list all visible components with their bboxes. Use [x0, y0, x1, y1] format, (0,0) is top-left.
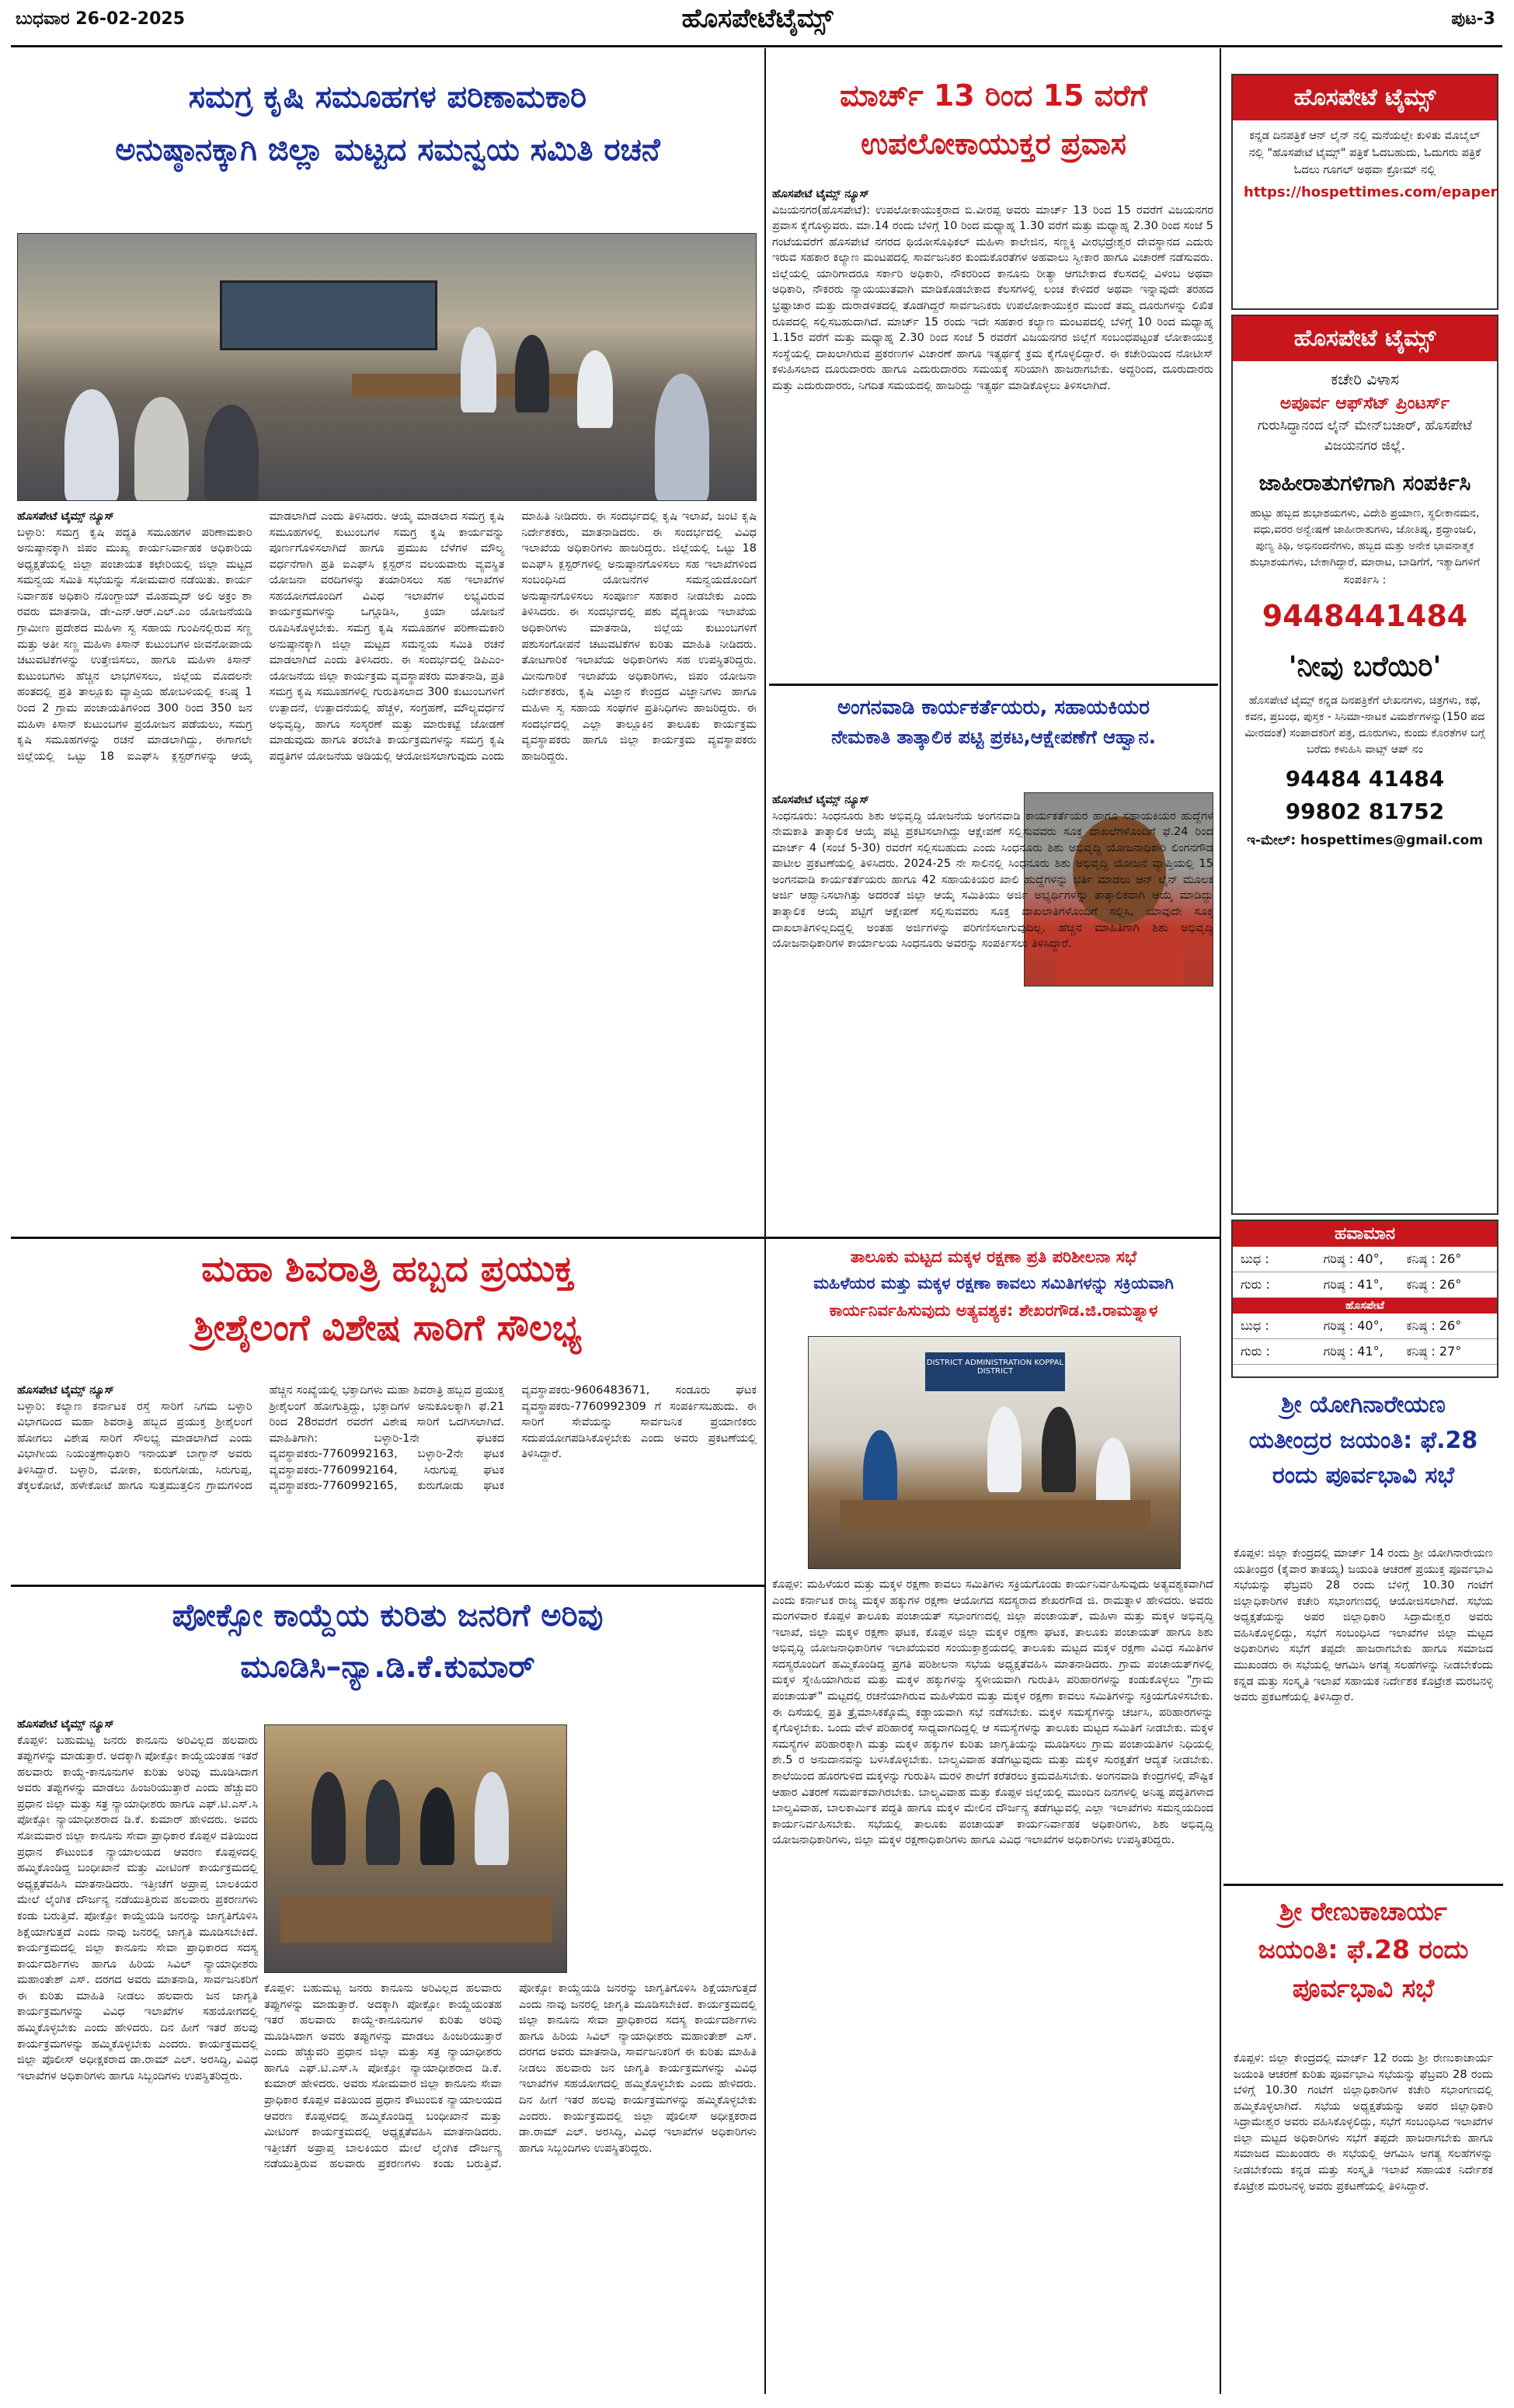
headline: ಪೋಕ್ಸೋ ಕಾಯ್ದೆಯ ಕುರಿತು ಜನರಿಗೆ ಅರಿವು ಮೂಡಿಸಿ–ನ್ಯಾ.ಡಿ.ಕೆ.ಕುಮಾರ್ — [172, 1598, 604, 1685]
article-body: ಹೊಸಪೇಟೆ ಟೈಮ್ಸ್ ನ್ಯೂಸ್ ಸಿಂಧನೂರು: ಸಿಂಧನೂರು ಶಿಶು ಅಭಿವೃದ್ಧಿ ಯೋಜನೆಯ ಅಂಗನವಾಡಿ ಕಾರ್ಯಕರ್ತೆಯರ ಹಾಗೂ ಸಹಾಯಕಿಯರ ಹುದ್ದೆಗಳ ನೇಮಕಾತಿ ತಾತ್ಕಾಲಿಕ ಆಯ್ಕೆ ಪಟ್ಟಿ ಪ್ರಕಟಿಸಲಾಗಿದ್ದು ಆಕ್ಷೇಪಣೆ ಸಲ್ಲಿಸುವವರು ಸೂಕ್ತ ದಾಖಲೆಗಳೊಂದಿಗೆ ಫೆ.24 ರಿಂದ ಮಾರ್ಚ್ 4 (ಸಂಜೆ 5-30) ರವರೆಗೆ ಸಲ್ಲಿಸಬಹುದು ಎಂದು ಸಿಂಧನೂರು ಶಿಶು ಅಭಿವೃದ್ಧಿ ಯೋಜನಾಧಿಕಾರಿ ಲಿಂಗನಗೌಡ ಪಾಟೀಲ ಪ್ರಕಟಣೆಯಲ್ಲಿ ತಿಳಿಸಿದರು. 2024-25 ನೇ ಸಾಲಿನಲ್ಲಿ ಸಿಂಧನೂರು ಶಿಶು ಅಭಿವೃದ್ಧಿ ಯೋಜನೆ ವ್ಯಾಪ್ತಿಯಲ್ಲಿ 15 ಅಂಗನವಾಡಿ ಕಾರ್ಯಕರ್ತೆಯರು ಹಾಗೂ 42 ಸಹಾಯಕಿಯರ ಖಾಲಿ ಹುದ್ದೆಗಳನ್ನು ಭರ್ತಿ ಮಾಡಲು ಆನ್ ಲೈನ್ ಮೂಲಕ ಅರ್ಜಿ ಆಹ್ವಾನಿಸಲಾಗಿತ್ತು ಅದರಂತೆ ಜಿಲ್ಲಾ ಆಯ್ಕೆ ಸಮಿತಿಯು ಅರ್ಜಿ ಅಭ್ಯರ್ಥಿಗಳನ್ನು ತಾತ್ಕಾಲಿಕವಾಗಿ ಆಯ್ಕೆ ಮಾಡಿದ್ದು ತಾತ್ಕಾಲಿಕ ಆಯ್ಕೆ ಪಟ್ಟಿಗೆ ಆಕ್ಷೇಪಣೆ ಸಲ್ಲಿಸುವವರು ಸೂಕ್ತ ದಾಖಲಾತಿಗಳೊಂದಿಗೆ ಸಲ್ಲಿಸಿ, ಯಾವುದೇ ಸೂಕ್ತ ದಾಖಲಾತಿಗಳಿಲ್ಲದಿದ್ದಲ್ಲಿ ಅಂತಹ ಅರ್ಜಿಗಳನ್ನು ಪರಿಗಣಿಸಲಾಗುವುದಿಲ್ಲ. ಹೆಚ್ಚಿನ ಮಾಹಿತಿಗಾಗಿ ಶಿಶು ಅಭಿವೃದ್ಧಿ ಯೋಜನಾಧಿಕಾರಿಗಳ ಕಾರ್ಯಾಲಯ ಸಿಂಧನೂರು ಅವರನ್ನು ಸಂಪರ್ಕಿಸಲು ತಿಳಿಸಿದ್ದಾರೆ. — [772, 794, 1213, 951]
article-body: ಹೊಸಪೇಟೆ ಟೈಮ್ಸ್ ನ್ಯೂಸ್ ವಿಜಯನಗರ(ಹೊಸಪೇಟೆ): ಉಪಲೋಕಾಯುಕ್ತರಾದ ಬಿ.ವೀರಪ್ಪ ಅವರು ಮಾರ್ಚ್ 13 ರಿಂದ 15 ರವರೆಗೆ ವಿಜಯನಗರ ಪ್ರವಾಸ ಕೈಗೊಳ್ಳುವರು. ಮಾ.14 ರಂದು ಬೆಳಿಗ್ಗೆ 10 ರಿಂದ ಮಧ್ಯಾಹ್ನ 1.30 ವರೆಗೆ ಮತ್ತು ಮಧ್ಯಾಹ್ನ 2.30 ರಿಂದ ಸಂಜೆ 5 ಗಂಟೆಯವರೆಗೆ ಹೊಸಪೇಟೆ ನಗರದ ಥಿಯೋಸೊಫಿಕಲ್ ಮಹಿಳಾ ಕಾಲೇಜಿನ, ಸಣ್ಣಕ್ಕಿ ವೀರಭದ್ರೇಶ್ವರ ದೇವಸ್ಥಾನದ ಎದುರು ಇರುವ ಸಹಕಾರ ಕಲ್ಯಾಣ ಮಂಟಪದಲ್ಲಿ ಸಾರ್ವಜನಿಕರ ಕುಂದುಕೊರತೆಗಳ ಅಹವಾಲು ಸ್ವೀಕಾರ ಹಾಗೂ ವಿಚಾರಣೆ ನಡೆಸುವರು. ಜಿಲ್ಲೆಯಲ್ಲಿ ಯಾರಿಗಾದರೂ ಸರ್ಕಾರಿ ಅಧಿಕಾರಿ, ನೌಕರರಿಂದ ಕಾನೂನು ರೀತ್ಯಾ ಆಗಬೇಕಾದ ಕೆಲಸದಲ್ಲಿ ವಿಳಂಬ ಅಥವಾ ಅಧಿಕಾರಿ, ನೌಕರರು ನ್ಯಾಯಯುತವಾಗಿ ಮಾಡಿಕೊಡಬೇಕಾದ ಕೆಲಸಗಳಲ್ಲಿ ಲಂಚ ಕೇಳಿದರೆ ಅಥವಾ ಇನ್ನಾವುದೇ ತರಹದ ಭ್ರಷ್ಟಾಚಾರ ಮತ್ತು ದುರಾಡಳಿತದಲ್ಲಿ ತೊಡಗಿದ್ದರೆ ಸಾರ್ವಜನಿಕರು ಉಪಲೋಕಾಯುಕ್ತರ ಮುಂದೆ ತಮ್ಮ ದೂರುಗಳನ್ನು ಲಿಖಿತ ರೂಪದಲ್ಲಿ ಸಲ್ಲಿಸಬಹುದಾಗಿದೆ. ಮಾರ್ಚ್ 15 ರಂದು ಇದೇ ಸಹಕಾರ ಕಲ್ಯಾಣ ಮಂಟಪದಲ್ಲಿ ಬೆಳಿಗ್ಗೆ 10 ರಿಂದ ಮಧ್ಯಾಹ್ನ 1.15ರ ವರೆಗೆ ಮತ್ತು ಮಧ್ಯಾಹ್ನ 2.30 ರಿಂದ ಸಂಜೆ 5 ರವರೆಗೆ ವಿಜಯನಗರ ಜಿಲ್ಲೆಗೆ ಸಂಬಂಧಪಟ್ಟಂತೆ ಲೋಕಾಯುಕ್ತ ಸಂಸ್ಥೆಯಲ್ಲಿ ದಾಖಲಾಗಿರುವ ಪ್ರಕರಣಗಳ ವಿಚಾರಣೆ ಹಾಗೂ ಇತ್ಯರ್ಥಕ್ಕೆ ಕ್ರಮ ಕೈಗೊಳ್ಳಲಿದ್ದಾರೆ. ಈ ಕಚೇರಿಯಿಂದ ನೋಟೀಸ್ ಕಳುಹಿಸಲಾದ ದೂರುದಾರರು ಹಾಗೂ ಎದುರುದಾರರು ಸಮಯಕ್ಕೆ ಸರಿಯಾಗಿ ಹಾಜರಾಗಬೇಕು. ಅದ್ದರಿಂದ, ದೂರುದಾರರು ಮತ್ತು ಎದುರುದಾರರು, ನಿಗದಿತ ಸಮಯದಲ್ಲಿ ಹಾಜರಿದ್ದು ಇತ್ಯರ್ಥ ಮಾಡಿಕೊಳ್ಳಲು ತಿಳಿಸಲಾಗಿದೆ. — [772, 188, 1213, 392]
issue-date: ಬುಧವಾರ 26-02-2025 — [16, 9, 186, 29]
byline: ಹೊಸಪೇಟೆ ಟೈಮ್ಸ್ ನ್ಯೂಸ್ — [17, 1384, 114, 1397]
headline: ಸಮಗ್ರ ಕೃಷಿ ಸಮೂಹಗಳ ಪರಿಣಾಮಕಾರಿ ಅನುಷ್ಠಾನಕ್ಕಾಗಿ ಜಿಲ್ಲಾ ಮಟ್ಟದ ಸಮನ್ವಯ ಸಮಿತಿ ರಚನೆ — [115, 79, 660, 168]
ads-phone[interactable]: 9448441484 — [1262, 598, 1468, 633]
weather-row: ಬುಧ : ಗರಿಷ್ಠ : 40°, ಕನಿಷ್ಠ : 26° — [1233, 1314, 1497, 1339]
ads-contact-label: ಸಂಪರ್ಕಿಸಿ : — [1343, 574, 1387, 586]
headline: ಶ್ರೀ ರೇಣುಕಾಚಾರ್ಯ ಜಯಂತಿ: ಫೆ.28 ರಂದು ಪೂರ್ವಭಾವಿ ಸಭೆ — [1258, 1896, 1469, 2003]
article-body: ಹೊಸಪೇಟೆ ಟೈಮ್ಸ್ ನ್ಯೂಸ್ ಬಳ್ಳಾರಿ: ಸಮಗ್ರ ಕೃಷಿ ಪದ್ಧತಿ ಸಮೂಹಗಳ ಪರಿಣಾಮಕಾರಿ ಅನುಷ್ಠಾನಕ್ಕಾಗಿ ಜಿಪಂ ಮುಖ್ಯ ಕಾರ್ಯನಿರ್ವಾಹಕ ಅಧಿಕಾರಿಯ ಅಧ್ಯಕ್ಷತೆಯಲ್ಲಿ ಜಿಲ್ಲಾ ಪಂಚಾಯತ ಕಛೇರಿಯಲ್ಲಿ ಜಿಲ್ಲಾ ಮಟ್ಟದ ಸಮನ್ವಯ ಸಮಿತಿ ಸಭೆಯನ್ನು ಸೋಮವಾರ ನಡೆಯಿತು. ಕಾರ್ಯ ನಿರ್ವಾಹಕ ಅಧಿಕಾರಿ ನೊಂಗ್ಜಾಯ್ ಮೊಹಮ್ಮದ್ ಅಲಿ ಅಕ್ರಂ ಶಾ ರವರು ಮಾತನಾಡಿ, ಡೇ-ಎನ್.ಆರ್.ಎಲ್.ಎಂ ಯೋಜನೆಯಡಿ ಗ್ರಾಮೀಣ ಪ್ರದೇಶದ ಮಹಿಳಾ ಸ್ವ ಸಹಾಯ ಗುಂಪಿನಲ್ಲಿರುವ ಸಣ್ಣ ಮತ್ತು ಅತೀ ಸಣ್ಣ ಮಹಿಳಾ ಕಿಸಾನ್ ಕುಟುಂಬಗಳ ಜೀವನೋಪಾಯ ಚಟುವಟಿಕೆಗಳನ್ನು ಉತ್ತೇಜಿಸಲು, ಹಾಗೂ ಮಹಿಳಾ ಕಿಸಾನ್ ಕುಟುಂಬಗಳು ಹೆಚ್ಚಿನ ಲಾಭಗಳಿಸಲು, ಜಿಲ್ಲೆಯ ಮೊದಲನೇ ಹಂತದಲ್ಲಿ ಪ್ರತಿ ತಾಲ್ಲೂಕು ವ್ಯಾಪ್ತಿಯ ಹೋಬಳಿಯಲ್ಲಿ ಕನಿಷ್ಠ 1 ರಿಂದ 2 ಗ್ರಾಮ ಪಂಚಾಯತಿಗಳಿಂದ 300 ರಿಂದ 350 ಜನ ಮಹಿಳಾ ಕಿಸಾನ್ ಕುಟುಂಬಗಳ ಪ್ರಯೋಜನ ಪಡೆಯಲು, ಸಮಗ್ರ ಕೃಷಿ ಸಮೂಹಗಳನ್ನು ರಚನೆ ಮಾಡಲಾಗಿದ್ದು, ಈಗಾಗಲೇ ಜಿಲ್ಲೆಯಲ್ಲಿ ಒಟ್ಟು 18 ಐಎಫ್‌ಸಿ ಕ್ಲಸ್ಟರ್‌ಗಳನ್ನು ಆಯ್ಕೆ ಮಾಡಲಾಗಿದೆ ಎಂದು ತಿಳಿಸಿದರು. ಆಯ್ಕೆ ಮಾಡಲಾದ ಸಮಗ್ರ ಕೃಷಿ ಸಮೂಹಗಳಲ್ಲಿ ಕುಟುಂಬಗಳ ಸಮಗ್ರ ಕೃಷಿ ಕಾರ್ಯವನ್ನು ಪೂರ್ಣಗೊಳಿಸಲಾಗಿದೆ ಹಾಗೂ ಪ್ರಮುಖ ಬೆಳೆಗಳ ಮೌಲ್ಯ ವರ್ಧನೆಗಾಗಿ ಪ್ರತಿ ಐಎಫ್‌ಸಿ ಕ್ಲಸ್ಟರ್‌ನ ವಲಯವಾರು ವ್ಯವಸ್ಥಿತ ಯೋಜನಾ ವರದಿಗಳನ್ನು ತಯಾರಿಸಲು ಸಹ ಇಲಾಖೆಗಳ ಸಹಯೋಗದೊಂದಿಗೆ ವಿವಿಧ ಇಲಾಖೆಗಳ ಲಭ್ಯವಿರುವ ಕಾರ್ಯಕ್ರಮಗಳನ್ನು ಒಗ್ಗೂಡಿಸಿ, ಕ್ರಿಯಾ ಯೋಜನೆ ರೂಪಿಸಿಕೊಳ್ಳಬೇಕು. ಸಮಗ್ರ ಕೃಷಿ ಸಮೂಹಗಳ ಪರಿಣಾಮಕಾರಿ ಅನುಷ್ಠಾನಕ್ಕಾಗಿ ಜಿಲ್ಲಾ ಮಟ್ಟದ ಸಮನ್ವಯ ಸಮಿತಿ ರಚನೆ ಮಾಡಲಾಗಿದೆ ಎಂದು ತಿಳಿಸಿದರು. ಈ ಸಂದರ್ಭದಲ್ಲಿ ಡಿಪಿಎಂ-ಯೋಜನೆಯ ಜಿಲ್ಲಾ ಕಾರ್ಯಕ್ರಮ ವ್ಯವಸ್ಥಾಪಕರು ಮಾತನಾಡಿ, ಪ್ರತಿ ಸಮಗ್ರ ಕೃಷಿ ಸಮೂಹಗಳಲ್ಲಿ ಗುರುತಿಸಲಾದ 300 ಕುಟುಂಬಗಳಿಗೆ ಉತ್ಪಾದನೆ, ಉತ್ಪಾದನೆಯಲ್ಲಿ ಹೆಚ್ಚಳ, ಸಂಗ್ರಹಣೆ, ಮೌಲ್ಯವರ್ಧನೆ ಅಭಿವೃದ್ಧಿ, ಹಾಗೂ ಸಂಸ್ಕರಣೆ ಮತ್ತು ಮಾರುಕಟ್ಟೆ ಜೋಡಣೆ ಮಾಡುವುದು ಹಾಗೂ ತರಬೇತಿ ಕಾರ್ಯಕ್ರಮಗಳನ್ನು ಸಮಗ್ರ ಕೃಷಿ ಪದ್ಧತಿಗಳ ಯೋಜನೆಯ ಅಡಿಯಲ್ಲಿ ಆಯೋಜಿಸಲಾಗುವುದು ಎಂದು ಮಾಹಿತಿ ನೀಡಿದರು. ಈ ಸಂದರ್ಭದಲ್ಲಿ ಕೃಷಿ ಇಲಾಖೆ, ಜಂಟಿ ಕೃಷಿ ನಿರ್ದೇಶಕರು, ಮಾತನಾಡಿದರು. ಈ ಸಂದರ್ಭದಲ್ಲಿ ವಿವಿಧ ಇಲಾಖೆಯ ಅಧಿಕಾರಿಗಳು ಹಾಜರಿದ್ದರು. ಜಿಲ್ಲೆಯಲ್ಲಿ ಒಟ್ಟು 18 ಐಎಫ್‌ಸಿ ಕ್ಲಸ್ಟರ್‌ಗಳಲ್ಲಿ ಅನುಷ್ಠಾನಗೊಳಿಸಲು ಸಹ ಇಲಾಖೆಗಳಿಂದ ಸಂಬಂಧಿಸಿದ ಯೋಜನೆಗಳ ಸಮನ್ವಯದೊಂದಿಗೆ ಅನುಷ್ಠಾನಗೊಳಿಸಲು ಸಂಪೂರ್ಣ ಸಹಕಾರ ನೀಡಬೇಕು ಎಂದು ತಿಳಿಸಿದರು. ಈ ಸಂದರ್ಭದಲ್ಲಿ ಪಶು ವೈದ್ಯಕೀಯ ಇಲಾಖೆಯ ಅಧಿಕಾರಿಗಳು ಮಾತನಾಡಿ, ಜಿಲ್ಲೆಯ ಕುಟುಂಬಗಳಿಗೆ ಪಶುಸಂಗೋಪನೆ ಚಟುವಟಿಕೆಗಳ ಕುರಿತು ಮಾಹಿತಿ ನೀಡಿದರು. ತೋಟಗಾರಿಕೆ ಇಲಾಖೆಯ ಅಧಿಕಾರಿಗಳು ಸಹ ಉಪಸ್ಥಿತರಿದ್ದರು. ಮೀನುಗಾರಿಕೆ ಇಲಾಖೆಯ ಅಧಿಕಾರಿಗಳು, ಜಿಪಂ ಯೋಜನಾ ನಿರ್ದೇಶಕರು, ಕೃಷಿ ವಿಜ್ಞಾನ ಕೇಂದ್ರದ ವಿಜ್ಞಾನಿಗಳು ಹಾಗೂ ಮಹಿಳಾ ಸ್ವ ಸಹಾಯ ಸಂಘಗಳ ಪ್ರತಿನಿಧಿಗಳು ಹಾಜರಿದ್ದರು. ಈ ಸಂದರ್ಭದಲ್ಲಿ ಎಲ್ಲಾ ತಾಲ್ಲೂಕಿನ ತಾಲೂಕು ಕಾರ್ಯಕ್ರಮ ವ್ಯವಸ್ಥಾಪಕರು ಹಾಗೂ ಜಿಲ್ಲಾ ಕಾರ್ಯಕ್ರಮ ವ್ಯವಸ್ಥಾಪಕರು ಹಾಜರಿದ್ದರು. — [17, 510, 757, 763]
weather-subheading: ಹೊಸಪೇಟೆ — [1233, 1298, 1497, 1314]
ads-heading: ಜಾಹೀರಾತುಗಳಿಗಾಗಿ ಸಂಪರ್ಕಿಸಿ — [1258, 470, 1471, 496]
page-number: ಪುಟ-3 — [1451, 9, 1495, 29]
email[interactable]: ಇ-ಮೇಲ್: hospettimes@gmail.com — [1246, 832, 1484, 848]
headline: ತಾಲೂಕು ಮಟ್ಟದ ಮಕ್ಕಳ ರಕ್ಷಣಾ ಪ್ರತಿ ಪರಿಶೀಲನಾ ಸಭೆ ಮಹಿಳೆಯರ ಮತ್ತು ಮಕ್ಕಳ ರಕ್ಷಣಾ ಕಾವಲು ಸಮಿತಿಗಳನ್ನು ಸಕ್ರಿಯವಾಗಿ ಕಾರ್ಯನಿರ್ವಹಿಸುವುದು ಅತ್ಯವಶ್ಯಕ: ಶೇಖರಗೌಡ.ಜಿ.ರಾಮತ್ನಾಳ — [813, 1247, 1174, 1320]
weather-row: ಗುರು : ಗರಿಷ್ಠ : 41°, ಕನಿಷ್ಠ : 26° — [1233, 1272, 1497, 1298]
weather-box — [1231, 1220, 1498, 1378]
office-label: ಕಚೇರಿ ವಿಳಾಸ — [1331, 370, 1399, 388]
printer-name: ಅಪೂರ್ವ ಆಫ್‌ಸೆಟ್ ಪ್ರಿಂಟರ್ಸ್ — [1279, 394, 1450, 413]
meeting-photo — [17, 233, 757, 501]
weather-heading: ಹವಾಮಾನ — [1233, 1221, 1497, 1247]
column-divider — [764, 48, 766, 1237]
whatsapp-phone-1[interactable]: 94484 41484 — [1285, 765, 1445, 792]
article-body: ಕೊಪ್ಪಳ: ಜಿಲ್ಲಾ ಕೇಂದ್ರದಲ್ಲಿ ಮಾರ್ಚ್ 14 ರಂದು ಶ್ರೀ ಯೋಗಿನಾರೇಯಣ ಯತೀಂದ್ರರ (ಕೈವಾರ ತಾತಯ್ಯ) ಜಯಂತಿ ಆಚರಣೆ ಪ್ರಯುಕ್ತ ಪೂರ್ವಭಾವಿ ಸಭೆಯನ್ನು ಫೆಬ್ರವರಿ 28 ರಂದು ಬೆಳಿಗ್ಗೆ 10.30 ಗಂಟೆಗೆ ಜಿಲ್ಲಾಧಿಕಾರಿಗಳ ಕಚೇರಿ ಸಭಾಂಗಣದಲ್ಲಿ ಆಯೋಜಿಸಲಾಗಿದೆ. ಸಭೆಯ ಅಧ್ಯಕ್ಷತೆಯನ್ನು ಅಪರ ಜಿಲ್ಲಾಧಿಕಾರಿ ಸಿದ್ರಾಮೇಶ್ವರ ಅವರು ವಹಿಸಿಕೊಳ್ಳಲಿದ್ದು, ಸಭೆಗೆ ಸಂಬಂಧಿಸಿದ ಇಲಾಖೆಗಳ ಜಿಲ್ಲಾ ಮಟ್ಟದ ಅಧಿಕಾರಿಗಳು ಸಭೆಗೆ ತಪ್ಪದೇ ಹಾಜರಾಗಬೇಕು ಹಾಗೂ ಸಮಾಜದ ಮುಖಂಡರು ಈ ಸಭೆಯಲ್ಲಿ ಆಗಮಿಸಿ ಅಗತ್ಯ ಸಲಹೆಗಳನ್ನು ನೀಡಬೇಕೆಂದು ಕನ್ನಡ ಮತ್ತು ಸಂಸ್ಕೃತಿ ಇಲಾಖೆ ಸಹಾಯಕ ನಿರ್ದೇಶಕ ಕೊಟ್ರೇಶ ಮರಬನಳ್ಳಿ ಅವರು ಪ್ರಕಟಣೆಯಲ್ಲಿ ತಿಳಿಸಿದ್ದಾರೆ. — [1234, 1547, 1493, 1704]
masthead-divider — [11, 45, 1502, 47]
article-divider — [11, 1237, 1220, 1239]
whatsapp-phone-2[interactable]: 99802 81752 — [1285, 798, 1445, 824]
article-body: ಹೊಸಪೇಟೆ ಟೈಮ್ಸ್ ನ್ಯೂಸ್ ಕೊಪ್ಪಳ: ಬಹುಮಟ್ಟ ಜನರು ಕಾನೂನು ಅರಿವಿಲ್ಲದ ಹಲವಾರು ತಪ್ಪುಗಳನ್ನು ಮಾಡುತ್ತಾರೆ. ಅದಕ್ಕಾಗಿ ಪೋಕ್ಸೋ ಕಾಯ್ದೆಯಂತಹ ಇತರೆ ಹಲವಾರು ಕಾಯ್ದೆ-ಕಾನೂನುಗಳ ಕುರಿತು ಅರಿವು ಮೂಡಿಸಿದಾಗ ಅವರು ತಪ್ಪುಗಳನ್ನು ಮಾಡಲು ಹಿಂಜರಿಯುತ್ತಾರೆ ಎಂದು ಹೆಚ್ಚುವರಿ ಪ್ರಧಾನ ಜಿಲ್ಲಾ ಮತ್ತು ಸತ್ರ ನ್ಯಾಯಾಧೀಶರು ಹಾಗೂ ಎಫ್.ಟಿ.ಎಸ್.ಸಿ ಪೋಕ್ಸೋ ನ್ಯಾಯಾಧೀಶರಾದ ಡಿ.ಕೆ. ಕುಮಾರ್ ಹೇಳಿದರು. ಅವರು ಸೋಮವಾರ ಜಿಲ್ಲಾ ಕಾನೂನು ಸೇವಾ ಪ್ರಾಧಿಕಾರ ಕೊಪ್ಪಳ ವತಿಯಿಂದ ಪ್ರಧಾನ ಕೌಟುಂಬಿಕ ನ್ಯಾಯಾಲಯದ ಆವರಣ ಕೊಪ್ಪಳದಲ್ಲಿ ಹಮ್ಮಿಕೊಂಡಿದ್ದ ಬಂಧೀಖಾನೆ ಮತ್ತು ಮೀಟಿಂಗ್ ಕಾರ್ಯಕ್ರಮದಲ್ಲಿ ಅಧ್ಯಕ್ಷತೆವಹಿಸಿ ಮಾತನಾಡಿದರು. ಇತ್ತೀಚೆಗೆ ಅಪ್ರಾಪ್ತ ಬಾಲಕಿಯರ ಮೇಲೆ ಲೈಂಗಿಕ ದೌರ್ಜನ್ಯ ನಡೆಯುತ್ತಿರುವ ಹಲವಾರು ಪ್ರಕರಣಗಳು ಕಂಡು ಬರುತ್ತಿವೆ. ಪೋಕ್ಸೋ ಕಾಯ್ದೆಯಡಿ ಜನರನ್ನು ಜಾಗೃತಿಗೊಳಿಸಿ ಶಿಕ್ಷೆಯಾಗುತ್ತದೆ ಎಂದು ನಾವು ಜನರಲ್ಲಿ ಜಾಗೃತಿ ಮೂಡಿಸಬೇಕಿದೆ. ಕಾರ್ಯಕ್ರಮದಲ್ಲಿ ಜಿಲ್ಲಾ ಕಾನೂನು ಸೇವಾ ಪ್ರಾಧಿಕಾರದ ಸದಸ್ಯ ಕಾರ್ಯದರ್ಶಿಗಳು ಹಾಗೂ ಹಿರಿಯ ಸಿವಿಲ್ ನ್ಯಾಯಾಧೀಶರು ಮಹಾಂತೇಶ್ ಎಸ್. ದರಗದ ಅವರು ಮಾತನಾಡಿ, ಸಾರ್ವಜನಿಕರಿಗೆ ಈ ಕುರಿತು ಮಾಹಿತಿ ನೀಡಲು ಹಲವಾರು ಜನ ಜಾಗೃತಿ ಕಾರ್ಯಕ್ರಮಗಳನ್ನು ವಿವಿಧ ಇಲಾಖೆಗಳ ಸಹಯೋಗದಲ್ಲಿ ಹಮ್ಮಿಕೊಳ್ಳಬೇಕು ಎಂದು ಹೇಳಿದರು. ದಿನ ಹೀಗೆ ಇತರೆ ಹಲವು ಕಾರ್ಯಕ್ರಮಗಳನ್ನು ಹಮ್ಮಿಕೊಳ್ಳಬೇಕು ಎಂದರು. ಕಾರ್ಯಕ್ರಮದಲ್ಲಿ ಜಿಲ್ಲಾ ಪೊಲೀಸ್ ಅಧೀಕ್ಷಕರಾದ ಡಾ.ರಾಮ್ ಎಲ್. ಅರಸಿದ್ಧಿ, ವಿವಿಧ ಇಲಾಖೆಗಳ ಅಧಿಕಾರಿಗಳು ಹಾಗೂ ಸಿಬ್ಬಂದಿಗಳು ಉಪಸ್ಥಿತರಿದ್ದರು. — [17, 1718, 258, 2083]
you-write-heading: 'ನೀವು ಬರೆಯಿರಿ' — [1288, 650, 1442, 683]
headline: ಅಂಗನವಾಡಿ ಕಾರ್ಯಕರ್ತೆಯರು, ಸಹಾಯಕಿಯರ ನೇಮಕಾತಿ ತಾತ್ಕಾಲಿಕ ಪಟ್ಟಿ ಪ್ರಕಟ,ಆಕ್ಷೇಪಣೆಗೆ ಆಹ್ವಾನ. — [831, 696, 1156, 748]
article-divider — [11, 1585, 764, 1587]
ads-text: ಹುಟ್ಟು ಹಬ್ಬದ ಶುಭಾಶಯಗಳು, ವಿದೇಶಿ ಪ್ರಯಾಣ, ಸ್ಥಲೀಕಾನಮನ, ವಧು,ವರರ ಅನ್ವೇಷಣೆ ಜಾಹೀರಾತುಗಳು, ಜೋತಿಷ್ಯ, ಶ್ರದ್ಧಾಂಜಲಿ, ಪುಣ್ಯ ತಿಥಿ, ಅಭಿನಂದನೆಗಳು, ಹಬ್ಬದ ಮತ್ತು ಅನೇಕ ಭಾವನಾತ್ಮಕ ಶುಭಾಶಯಗಳು, ಬೇಕಾಗಿದ್ದಾರೆ, ಮಾರಾಟ, ಬಾಡಿಗೆಗೆ, ಇತ್ಯಾದಿಗಳಿಗೆ — [1250, 507, 1480, 569]
column-divider — [764, 1237, 766, 2394]
byline: ಹೊಸಪೇಟೆ ಟೈಮ್ಸ್ ನ್ಯೂಸ್ — [772, 188, 869, 200]
byline: ಹೊಸಪೇಟೆ ಟೈಮ್ಸ್ ನ್ಯೂಸ್ — [17, 510, 114, 523]
newspaper-title: ಹೊಸಪೇಟೆಟೈಮ್ಸ್ — [681, 3, 834, 34]
byline: ಹೊಸಪೇಟೆ ಟೈಮ್ಸ್ ನ್ಯೂಸ್ — [772, 794, 869, 806]
epaper-info: ಕನ್ನಡ ದಿನಪತ್ರಿಕೆ ಆನ್ ಲೈನ್ ನಲ್ಲಿ ಮನೆಯಲ್ಲೇ ಕುಳಿತು ಮೊಬೈಲ್ ನಲ್ಲಿ "ಹೊಸಪೇಟೆ ಟೈಮ್ಸ್" ಪತ್ರಿಕೆ ಓದಬಹುದು, ಓದುಗರು ಪತ್ರಿಕೆ ಓದಲು ಗೂಗಲ್ ಅಥವಾ ಕ್ರೋಮ್ ನಲ್ಲಿ — [1248, 130, 1481, 176]
ads-box — [1231, 315, 1498, 1215]
meeting-photo — [808, 1336, 1181, 1569]
article-body: ಕೊಪ್ಪಳ: ಮಹಿಳೆಯರ ಮತ್ತು ಮಕ್ಕಳ ರಕ್ಷಣಾ ಕಾವಲು ಸಮಿತಿಗಳು ಸಕ್ರಿಯಗೊಂಡು ಕಾರ್ಯನಿರ್ವಹಿಸುವುದು ಅತ್ಯವಶ್ಯಕವಾಗಿದೆ ಎಂದು ಕರ್ನಾಟಕ ರಾಜ್ಯ ಮಕ್ಕಳ ಹಕ್ಕುಗಳ ರಕ್ಷಣಾ ಆಯೋಗದ ಸದಸ್ಯರಾದ ಶೇಖರಗೌಡ ಜಿ. ರಾಮತ್ನಾಳ ಹೇಳಿದರು. ಅವರು ಮಂಗಳವಾರ ಕೊಪ್ಪಳ ತಾಲೂಕು ಪಂಚಾಯತ್ ಸಭಾಂಗಣದಲ್ಲಿ ಜಿಲ್ಲಾ ಪಂಚಾಯತ್, ಮಹಿಳಾ ಮತ್ತು ಮಕ್ಕಳ ಅಭಿವೃದ್ಧಿ ಇಲಾಖೆ, ಜಿಲ್ಲಾ ಮಕ್ಕಳ ರಕ್ಷಣಾ ಘಟಕ, ಕೊಪ್ಪಳ ಜಿಲ್ಲಾ ಮಕ್ಕಳ ರಕ್ಷಣಾ ಘಟಕ, ತಾಲೂಕು ಪಂಚಾಯತ್ ಹಾಗೂ ಶಿಶು ಅಭಿವೃದ್ಧಿ ಯೋಜನಾಧಿಕಾರಿಗಳ ಇಲಾಖೆಯವರ ಸಂಯುಕ್ತಾಶ್ರಯದಲ್ಲಿ ತಾಲೂಕು ಮಟ್ಟದ ಮಕ್ಕಳ ರಕ್ಷಣಾ ವಿವಿಧ ಸಮಿತಿಗಳ ಸದಸ್ಯರೊಂದಿಗೆ ಹಮ್ಮಿಕೊಂಡಿದ್ದ ಪ್ರಗತಿ ಪರಿಶೀಲನಾ ಸಭೆಯ ಅಧ್ಯಕ್ಷತೆವಹಿಸಿ ಮಾತನಾಡಿದರು. ಗ್ರಾಮ ಪಂಚಾಯತ್‌ಗಳಲ್ಲಿ ಮಕ್ಕಳ ಸ್ನೇಹಿಯಾಗಿರುವ ಮತ್ತು ಮಕ್ಕಳ ಹಕ್ಕುಗಳನ್ನು ಸ್ಥಳೀಯವಾಗಿ ಗುರುತಿಸಿ ಪರಿಹಾರಗಳನ್ನು ಕಂಡುಕೊಳ್ಳಲು "ಗ್ರಾಮ ಪಂಚಾಯತ್" ಮಟ್ಟದಲ್ಲಿ ರಚನೆಯಾಗಿರುವ ಮಹಿಳೆಯರ ಮತ್ತು ಮಕ್ಕಳ ರಕ್ಷಣಾ ಕಾವಲು ಸಮಿತಿಗಳನ್ನು ಸಕ್ರಿಯಗೊಳಿಸಬೇಕು. ಈ ದಿಸೆಯಲ್ಲಿ ಪ್ರತಿ ತ್ರೈಮಾಸಿಕಕ್ಕೊಮ್ಮೆ ಕಡ್ಡಾಯವಾಗಿ ಸಭೆ ನಡೆಸಬೇಕು. ಮಕ್ಕಳ ಸಮಸ್ಯೆಗಳನ್ನು ಚರ್ಚಿಸಿ, ಪರಿಹಾರಗಳನ್ನು ಕೈಗೊಳ್ಳಬೇಕು. ಒಂದು ವೇಳೆ ಪರಿಹಾರಕ್ಕೆ ಸಾಧ್ಯವಾಗದಿದ್ದಲ್ಲಿ ಆ ಸಮಸ್ಯೆಗಳನ್ನು ತಾಲೂಕು ಮಟ್ಟದ ಸಮಿತಿಗೆ ನೀಡಬೇಕು. ಮಕ್ಕಳ ಸಮಸ್ಯೆಗಳ ಪರಿಹಾರಕ್ಕಾಗಿ ಮತ್ತು ಮಕ್ಕಳ ಹಕ್ಕುಗಳ ಕುರಿತು ಜಾಗೃತಿಯನ್ನು ಮೂಡಿಸಲು ಗ್ರಾಮ ಪಂಚಾಯತಿಗಳ ನಿಧಿಯಲ್ಲಿ ಶೇ.5 ರ ಅನುದಾನವನ್ನು ಬಳಸಿಕೊಳ್ಳಬೇಕು. ಬಾಲ್ಯವಿವಾಹ ತಡೆಗಟ್ಟುವುದು ಮತ್ತು ಮಕ್ಕಳ ಸುರಕ್ಷತೆಗೆ ಆದ್ಯತೆ ನೀಡಬೇಕು. ಶಾಲೆಯಿಂದ ಹೊರಗುಳಿದ ಮಕ್ಕಳನ್ನು ಗುರುತಿಸಿ ಮರಳಿ ಶಾಲೆಗೆ ಕರೆತರಲು ಕ್ರಮವಹಿಸಬೇಕು. ಅಂಗನವಾಡಿ ಕೇಂದ್ರಗಳಲ್ಲಿ ಪೌಷ್ಟಿಕ ಆಹಾರ ವಿತರಣೆ ಸಮರ್ಪಕವಾಗಿರಬೇಕು. ಬಾಲ್ಯವಿವಾಹ ಮತ್ತು ಕೊಪ್ಪಳ ಜಿಲ್ಲೆಯಲ್ಲಿ ಮುಂದಿನ ದಿನಗಳಲ್ಲಿ ಅನಿಷ್ಟ ಪದ್ಧತಿಗಳಾದ ಬಾಲ್ಯವಿವಾಹ, ಬಾಲಕಾರ್ಮಿಕ ಪದ್ಧತಿ ಹಾಗೂ ಮಕ್ಕಳ ಮೇಲಿನ ದೌರ್ಜನ್ಯ ತಡೆಗಟ್ಟುವಲ್ಲಿ ಎಲ್ಲಾ ಇಲಾಖೆಗಳು ಸಮನ್ವಯದಿಂದ ಕಾರ್ಯನಿರ್ವಹಿಸಬೇಕು. ಸಭೆಯಲ್ಲಿ ತಾಲೂಕು ಪಂಚಾಯತ್ ಕಾರ್ಯನಿರ್ವಾಹಕ ಅಧಿಕಾರಿಗಳು, ಶಿಶು ಅಭಿವೃದ್ಧಿ ಯೋಜನಾಧಿಕಾರಿಗಳು, ಜಿಲ್ಲಾ ಮಕ್ಕಳ ರಕ್ಷಣಾಧಿಕಾರಿಗಳು ಹಾಗೂ ವಿವಿಧ ಇಲಾಖೆಗಳ ಅಧಿಕಾರಿಗಳು ಉಪಸ್ಥಿತರಿದ್ದರು. — [772, 1578, 1213, 1847]
byline: ಹೊಸಪೇಟೆ ಟೈಮ್ಸ್ ನ್ಯೂಸ್ — [17, 1718, 114, 1731]
article-body-continued: ಕೊಪ್ಪಳ: ಬಹುಮಟ್ಟ ಜನರು ಕಾನೂನು ಅರಿವಿಲ್ಲದ ಹಲವಾರು ತಪ್ಪುಗಳನ್ನು ಮಾಡುತ್ತಾರೆ. ಅದಕ್ಕಾಗಿ ಪೋಕ್ಸೋ ಕಾಯ್ದೆಯಂತಹ ಇತರೆ ಹಲವಾರು ಕಾಯ್ದೆ-ಕಾನೂನುಗಳ ಕುರಿತು ಅರಿವು ಮೂಡಿಸಿದಾಗ ಅವರು ತಪ್ಪುಗಳನ್ನು ಮಾಡಲು ಹಿಂಜರಿಯುತ್ತಾರೆ ಎಂದು ಹೆಚ್ಚುವರಿ ಪ್ರಧಾನ ಜಿಲ್ಲಾ ಮತ್ತು ಸತ್ರ ನ್ಯಾಯಾಧೀಶರು ಹಾಗೂ ಎಫ್.ಟಿ.ಎಸ್.ಸಿ ಪೋಕ್ಸೋ ನ್ಯಾಯಾಧೀಶರಾದ ಡಿ.ಕೆ. ಕುಮಾರ್ ಹೇಳಿದರು. ಅವರು ಸೋಮವಾರ ಜಿಲ್ಲಾ ಕಾನೂನು ಸೇವಾ ಪ್ರಾಧಿಕಾರ ಕೊಪ್ಪಳ ವತಿಯಿಂದ ಪ್ರಧಾನ ಕೌಟುಂಬಿಕ ನ್ಯಾಯಾಲಯದ ಆವರಣ ಕೊಪ್ಪಳದಲ್ಲಿ ಹಮ್ಮಿಕೊಂಡಿದ್ದ ಬಂಧೀಖಾನೆ ಮತ್ತು ಮೀಟಿಂಗ್ ಕಾರ್ಯಕ್ರಮದಲ್ಲಿ ಅಧ್ಯಕ್ಷತೆವಹಿಸಿ ಮಾತನಾಡಿದರು. ಇತ್ತೀಚೆಗೆ ಅಪ್ರಾಪ್ತ ಬಾಲಕಿಯರ ಮೇಲೆ ಲೈಂಗಿಕ ದೌರ್ಜನ್ಯ ನಡೆಯುತ್ತಿರುವ ಹಲವಾರು ಪ್ರಕರಣಗಳು ಕಂಡು ಬರುತ್ತಿವೆ. ಪೋಕ್ಸೋ ಕಾಯ್ದೆಯಡಿ ಜನರನ್ನು ಜಾಗೃತಿಗೊಳಿಸಿ ಶಿಕ್ಷೆಯಾಗುತ್ತದೆ ಎಂದು ನಾವು ಜನರಲ್ಲಿ ಜಾಗೃತಿ ಮೂಡಿಸಬೇಕಿದೆ. ಕಾರ್ಯಕ್ರಮದಲ್ಲಿ ಜಿಲ್ಲಾ ಕಾನೂನು ಸೇವಾ ಪ್ರಾಧಿಕಾರದ ಸದಸ್ಯ ಕಾರ್ಯದರ್ಶಿಗಳು ಹಾಗೂ ಹಿರಿಯ ಸಿವಿಲ್ ನ್ಯಾಯಾಧೀಶರು ಮಹಾಂತೇಶ್ ಎಸ್. ದರಗದ ಅವರು ಮಾತನಾಡಿ, ಸಾರ್ವಜನಿಕರಿಗೆ ಈ ಕುರಿತು ಮಾಹಿತಿ ನೀಡಲು ಹಲವಾರು ಜನ ಜಾಗೃತಿ ಕಾರ್ಯಕ್ರಮಗಳನ್ನು ವಿವಿಧ ಇಲಾಖೆಗಳ ಸಹಯೋಗದಲ್ಲಿ ಹಮ್ಮಿಕೊಳ್ಳಬೇಕು ಎಂದು ಹೇಳಿದರು. ದಿನ ಹೀಗೆ ಇತರೆ ಹಲವು ಕಾರ್ಯಕ್ರಮಗಳನ್ನು ಹಮ್ಮಿಕೊಳ್ಳಬೇಕು ಎಂದರು. ಕಾರ್ಯಕ್ರಮದಲ್ಲಿ ಜಿಲ್ಲಾ ಪೊಲೀಸ್ ಅಧೀಕ್ಷಕರಾದ ಡಾ.ರಾಮ್ ಎಲ್. ಅರಸಿದ್ಧಿ, ವಿವಿಧ ಇಲಾಖೆಗಳ ಅಧಿಕಾರಿಗಳು ಹಾಗೂ ಸಿಬ್ಬಂದಿಗಳು ಉಪಸ್ಥಿತರಿದ್ದರು. — [264, 1982, 757, 2171]
article-body: ಹೊಸಪೇಟೆ ಟೈಮ್ಸ್ ನ್ಯೂಸ್ ಬಳ್ಳಾರಿ: ಕಲ್ಯಾಣ ಕರ್ನಾಟಕ ರಸ್ತೆ ಸಾರಿಗೆ ನಿಗಮ ಬಳ್ಳಾರಿ ವಿಭಾಗದಿಂದ ಮಹಾ ಶಿವರಾತ್ರಿ ಹಬ್ಬದ ಪ್ರಯುಕ್ತ ಶ್ರೀಶೈಲಂಗೆ ಹೋಗಲು ವಿಶೇಷ ಸಾರಿಗೆ ಸೌಲಭ್ಯ ಮಾಡಲಾಗಿದೆ ಎಂದು ವಿಭಾಗೀಯ ನಿಯಂತ್ರಣಾಧಿಕಾರಿ ಇನಾಯತ್ ಬಾಗ್ಬಾನ್ ಅವರು ತಿಳಿಸಿದ್ದಾರೆ. ಬಳ್ಳಾರಿ, ಮೋಕಾ, ಕುರುಗೋಡು, ಸಿರುಗುಪ್ಪ, ತೆಕ್ಕಲಕೋಟೆ, ಹಳೇಕೋಟೆ ಹಾಗೂ ಸುತ್ತಮುತ್ತಲಿನ ಗ್ರಾಮಗಳಿಂದ ಹೆಚ್ಚಿನ ಸಂಖ್ಯೆಯಲ್ಲಿ ಭಕ್ತಾದಿಗಳು ಮಹಾ ಶಿವರಾತ್ರಿ ಹಬ್ಬದ ಪ್ರಯುಕ್ತ ಶ್ರೀಶೈಲಂಗೆ ಹೋಗುತ್ತಿದ್ದು, ಭಕ್ತಾದಿಗಳ ಅನುಕೂಲಕ್ಕಾಗಿ ಫೆ.21 ರಿಂದ 28ರವರೆಗೆ ರವರೆಗೆ ವಿಶೇಷ ಸಾರಿಗೆ ಒದಗಿಸಲಾಗಿದೆ. ಮಾಹಿತಿಗಾಗಿ: ಬಳ್ಳಾರಿ-1ನೇ ಘಟಕದ ವ್ಯವಸ್ಥಾಪಕರು-7760992163, ಬಳ್ಳಾರಿ-2ನೇ ಘಟಕ ವ್ಯವಸ್ಥಾಪಕರು-7760992164, ಸಿರುಗುಪ್ಪ ಘಟಕ ವ್ಯವಸ್ಥಾಪಕರು-7760992165, ಕುರುಗೋಡು ಘಟಕ ವ್ಯವಸ್ಥಾಪಕರು-9606483671, ಸಂಡೂರು ಘಟಕ ವ್ಯವಸ್ಥಾಪಕರು-7760992309 ಗೆ ಸಂಪರ್ಕಿಸಬಹುದು. ಈ ಸಾರಿಗೆ ಸೇವೆಯನ್ನು ಸಾರ್ವಜನಿಕ ಪ್ರಯಾಣಿಕರು ಸದುಪಯೋಗಪಡಿಸಿಕೊಳ್ಳಬೇಕು ಎಂದು ಅವರು ಪ್ರಕಟಣೆಯಲ್ಲಿ ತಿಳಿಸಿದ್ದಾರೆ. — [17, 1384, 757, 1493]
headline: ಶ್ರೀ ಯೋಗಿನಾರೇಯಣ ಯತೀಂದ್ರರ ಜಯಂತಿ: ಫೆ.28 ರಂದು ಪೂರ್ವಭಾವಿ ಸಭೆ — [1248, 1391, 1478, 1489]
article-body: ಕೊಪ್ಪಳ: ಜಿಲ್ಲಾ ಕೇಂದ್ರದಲ್ಲಿ ಮಾರ್ಚ್ 12 ರಂದು ಶ್ರೀ ರೇಣುಕಾಚಾರ್ಯ ಜಯಂತಿ ಆಚರಣೆ ಕುರಿತು ಪೂರ್ವಭಾವಿ ಸಭೆಯನ್ನು ಫೆಬ್ರವರಿ 28 ರಂದು ಬೆಳಿಗ್ಗೆ 10.30 ಗಂಟೆಗೆ ಜಿಲ್ಲಾಧಿಕಾರಿಗಳ ಕಚೇರಿ ಸಭಾಂಗಣದಲ್ಲಿ ಹಮ್ಮಿಕೊಳ್ಳಲಾಗಿದೆ. ಸಭೆಯ ಅಧ್ಯಕ್ಷತೆಯನ್ನು ಅಪರ ಜಿಲ್ಲಾಧಿಕಾರಿ ಸಿದ್ರಾಮೇಶ್ವರ ಅವರು ವಹಿಸಿಕೊಳ್ಳಲಿದ್ದು, ಸಭೆಗೆ ಸಂಬಂಧಿಸಿದ ಇಲಾಖೆಗಳ ಜಿಲ್ಲಾ ಮಟ್ಟದ ಅಧಿಕಾರಿಗಳು ಸಭೆಗೆ ತಪ್ಪದೇ ಹಾಜರಾಗಬೇಕು ಹಾಗೂ ಸಮಾಜದ ಮುಖಂಡರು ಈ ಸಭೆಯಲ್ಲಿ ಆಗಮಿಸಿ ಅಗತ್ಯ ಸಲಹೆಗಳನ್ನು ನೀಡಬೇಕೆಂದು ಕನ್ನಡ ಮತ್ತು ಸಂಸ್ಕೃತಿ ಇಲಾಖೆ ಸಹಾಯಕ ನಿರ್ದೇಶಕ ಕೊಟ್ರೇಶ ಮರಬನಳ್ಳಿ ಅವರು ಪ್ರಕಟಣೆಯಲ್ಲಿ ತಿಳಿಸಿದ್ದಾರೆ. — [1234, 2052, 1493, 2193]
epaper-link[interactable]: https://hospettimes.com/epaper — [1244, 184, 1498, 201]
weather-row: ಬುಧ : ಗರಿಷ್ಠ : 40°, ಕನಿಷ್ಠ : 26° — [1233, 1247, 1497, 1272]
brand-logo: ಹೊಸಪೇಟೆ ಟೈಮ್ಸ್ — [1233, 316, 1497, 361]
epaper-box — [1231, 74, 1498, 310]
weather-row: ಗುರು : ಗರಿಷ್ಠ : 41°, ಕನಿಷ್ಠ : 27° — [1233, 1339, 1497, 1365]
office-address: ಗುರುಸಿದ್ಧಾನಂದ ಲೈನ್ ಮೇನ್‌ಬಜಾರ್, ಹೊಸಪೇಟೆ ವಿಜಯನಗರ ಜಿಲ್ಲೆ. — [1257, 418, 1473, 454]
write-text: ಹೊಸಪೇಟೆ ಟೈಮ್ಸ್ ಕನ್ನಡ ದಿನಪತ್ರಿಕೆಗೆ ಲೇಖನಗಳು, ಚಿತ್ರಗಳು, ಕಥೆ, ಕವನ, ಪ್ರಬಂಧ, ಪುಸ್ತಕ - ಸಿನಿಮಾ-ನಾಟಕ ವಿಮರ್ಶೆಗಳನ್ನು(150 ಪದ ಮೀರದಂತೆ) ಸಂಪಾದಕರಿಗೆ ಪತ್ರ, ದೂರುಗಳು, ಕುಂದು ಕೊರತೆಗಳ ಬಗ್ಗೆ ಬರೆದು ಕಳುಹಿಸಿ ವಾಟ್ಸ್ ಆಪ್ ನಂ — [1244, 694, 1485, 756]
column-divider — [1220, 48, 1221, 2394]
banner-sign: DISTRICT ADMINISTRATION KOPPAL DISTRICT — [925, 1352, 1065, 1391]
brand-logo: ಹೊಸಪೇಟೆ ಟೈಮ್ಸ್ — [1233, 75, 1497, 120]
headline: ಮಾರ್ಚ್ 13 ರಿಂದ 15 ವರೆಗೆ ಉಪಲೋಕಾಯುಕ್ತರ ಪ್ರವಾಸ — [840, 78, 1147, 161]
article-divider — [1223, 1884, 1503, 1886]
article-divider — [769, 684, 1218, 686]
headline: ಮಹಾ ಶಿವರಾತ್ರಿ ಹಬ್ಬದ ಪ್ರಯುಕ್ತ ಶ್ರೀಶೈಲಂಗೆ ವಿಶೇಷ ಸಾರಿಗೆ ಸೌಲಭ್ಯ — [193, 1247, 582, 1348]
meeting-photo — [264, 1724, 567, 1973]
